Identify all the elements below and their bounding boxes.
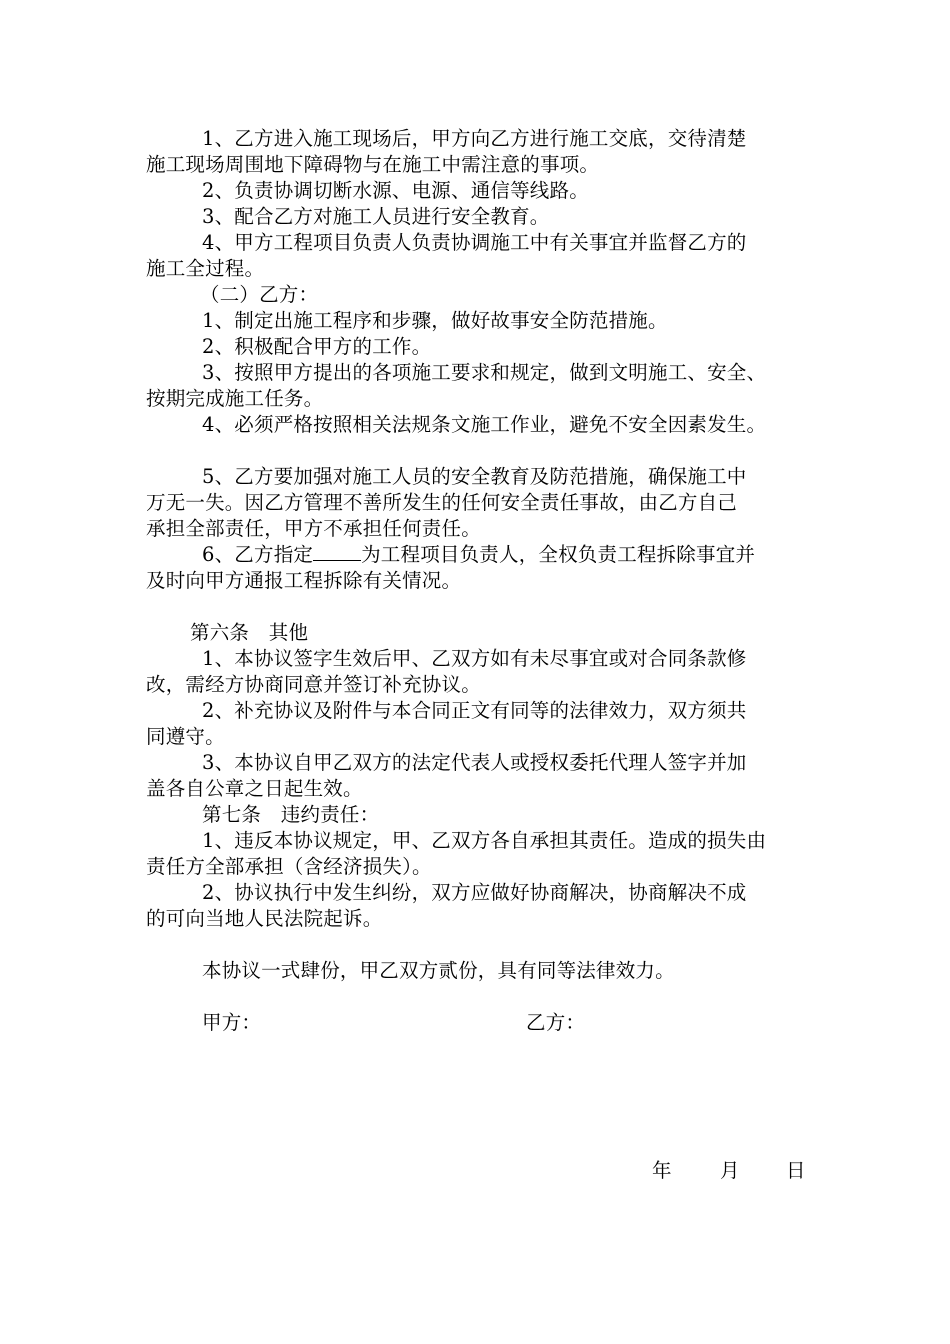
article-7-item-2: 2、协议执行中发生纠纷，双方应做好协商解决，协商解决不成 [202, 881, 747, 904]
party-b-duty-3: 3、按照甲方提出的各项施工要求和规定，做到文明施工、安全、 [202, 361, 767, 384]
party-b-duty-5-cont-1: 万无一失。因乙方管理不善所发生的任何安全责任事故，由乙方自己 [146, 491, 738, 514]
party-b-duty-6 [202, 542, 755, 568]
party-b-duty-2: 2、积极配合甲方的工作。 [202, 335, 432, 358]
article-6-item-1: 1、本协议签字生效后甲、乙双方如有未尽事宜或对合同条款修 [202, 647, 747, 670]
date-month-label: 月 [720, 1159, 740, 1182]
article-6-item-2-cont: 同遵守。 [146, 725, 225, 748]
party-b-duty-6-start: 6、乙方指定 [202, 543, 314, 566]
article-7-item-1: 1、违反本协议规定，甲、乙双方各自承担其责任。造成的损失由 [202, 829, 767, 852]
date-year-label: 年 [652, 1159, 672, 1182]
party-a-duty-2: 2、负责协调切断水源、电源、通信等线路。 [202, 179, 589, 202]
party-b-duty-4: 4、必须严格按照相关法规条文施工作业，避免不安全因素发生。 [202, 413, 767, 436]
party-b-heading: （二）乙方： [200, 283, 319, 306]
article-7-heading: 第七条 违约责任： [202, 803, 380, 826]
party-b-duty-3-cont: 按期完成施工任务。 [146, 387, 324, 410]
article-7-item-1-cont: 责任方全部承担（含经济损失）。 [146, 855, 432, 878]
representative-blank [313, 542, 361, 561]
article-6-heading: 第六条 其他 [190, 621, 309, 644]
copies-statement: 本协议一式肆份，甲乙双方贰份，具有同等法律效力。 [202, 959, 675, 982]
party-b-duty-1: 1、制定出施工程序和步骤，做好故事安全防范措施。 [202, 309, 668, 332]
party-b-duty-5-cont-2: 承担全部责任，甲方不承担任何责任。 [146, 517, 481, 540]
article-6-item-2: 2、补充协议及附件与本合同正文有同等的法律效力，双方须共 [202, 699, 747, 722]
article-7-item-2-cont: 的可向当地人民法院起诉。 [146, 907, 383, 930]
party-a-duty-4-cont: 施工全过程。 [146, 257, 265, 280]
party-a-duty-3: 3、配合乙方对施工人员进行安全教育。 [202, 205, 550, 228]
party-a-signature-label: 甲方： [202, 1011, 262, 1034]
article-6-item-3-cont: 盖各自公章之日起生效。 [146, 777, 363, 800]
party-b-duty-6-end: 为工程项目负责人，全权负责工程拆除事宜并 [361, 543, 756, 566]
date-day-label: 日 [786, 1159, 806, 1182]
party-a-duty-4: 4、甲方工程项目负责人负责协调施工中有关事宜并监督乙方的 [202, 231, 747, 254]
article-6-item-3: 3、本协议自甲乙双方的法定代表人或授权委托代理人签字并加 [202, 751, 747, 774]
party-b-signature-label: 乙方： [526, 1011, 586, 1034]
party-a-duty-1: 1、乙方进入施工现场后，甲方向乙方进行施工交底，交待清楚 [202, 127, 747, 150]
article-6-item-1-cont: 改，需经方协商同意并签订补充协议。 [146, 673, 481, 696]
party-a-duty-1-cont: 施工现场周围地下障碍物与在施工中需注意的事项。 [146, 153, 600, 176]
party-b-duty-5: 5、乙方要加强对施工人员的安全教育及防范措施，确保施工中 [202, 465, 747, 488]
party-b-duty-6-cont: 及时向甲方通报工程拆除有关情况。 [146, 569, 462, 592]
